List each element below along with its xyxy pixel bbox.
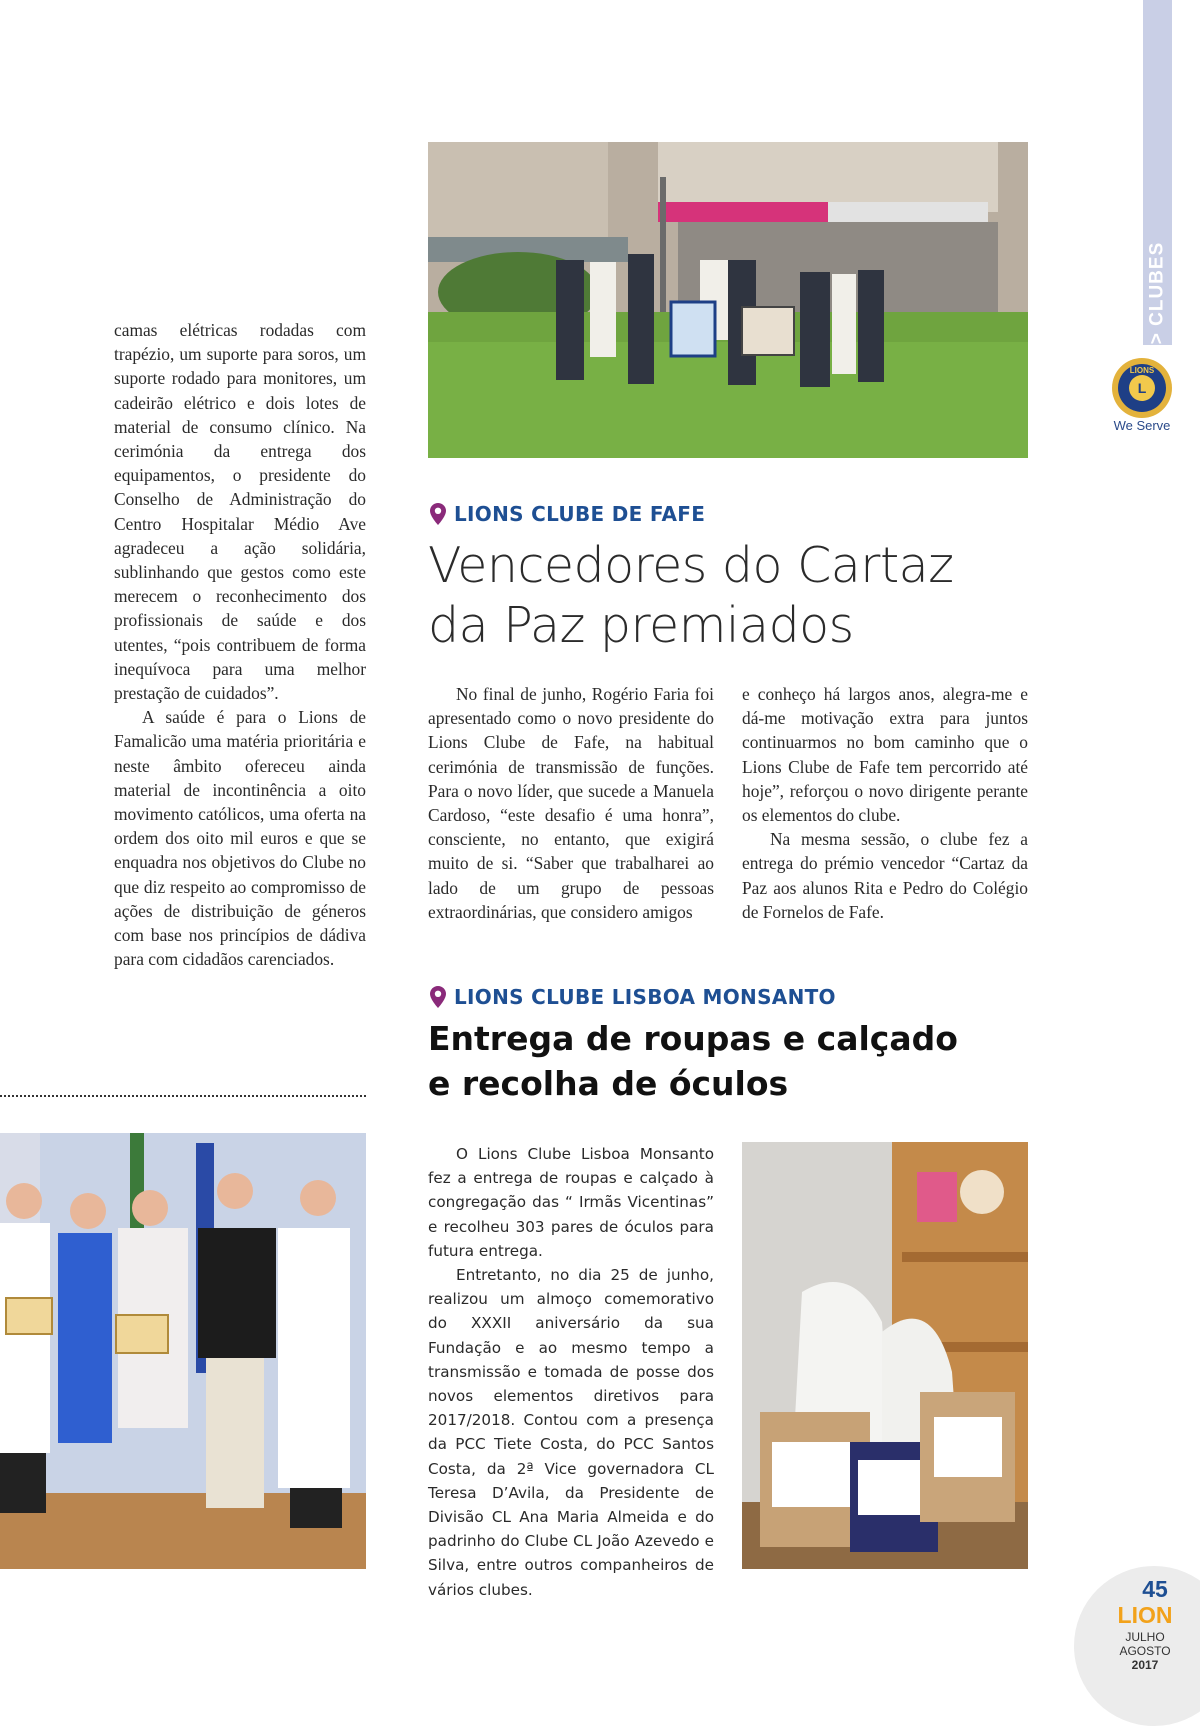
paragraph: No final de junho, Rogério Faria foi apresentado como o novo presidente do Lions Clube de Fafe, na habitual cerimónia de transmissão de funções. Para o novo líder, que sucede a Manuela Cardoso, “este desafio é uma honra”, consciente, no entanto, que exigirá muito de si. “Saber que trabalharei ao lado de um grupo de pessoas extraordinárias, que considero amigos bbox=[428, 684, 714, 922]
paragraph: Na mesma sessão, o clube fez a entrega do prémio vencedor “Cartaz da Paz aos alunos Rita e Pedro do Colégio de Fornelos de Fafe. bbox=[742, 829, 1028, 922]
dotted-separator bbox=[0, 1095, 366, 1097]
fafe-article-col2 bbox=[742, 682, 1028, 924]
page-number: 45 bbox=[1142, 1576, 1168, 1602]
famalicao-group-photo bbox=[0, 1133, 366, 1569]
fafe-article-col1 bbox=[428, 682, 714, 924]
paragraph: Entretanto, no dia 25 de junho, realizou um almoço comemorativo do XXXII aniversário da sua Fundação e ao mesmo tempo a transmissão e tomada de posse dos novos elementos diretivos para 2017/2018. Contou com a presença da PCC Tiete Costa, do PCC Santos Costa, da 2ª Vice governadora CL Teresa D’Avila, da Presidente de Divisão CL Ana Maria Almeida e do padrinho do Clube CL João Azevedo e Silva, entre outros companheiros de vários clubes. bbox=[428, 1266, 714, 1599]
kicker-label: LIONS CLUBE DE FAFE bbox=[454, 502, 706, 526]
issue-month: JULHO bbox=[1125, 1630, 1165, 1644]
magazine-name: LION bbox=[1117, 1602, 1173, 1628]
svg-text:LIONS: LIONS bbox=[1129, 366, 1155, 375]
fafe-group-photo bbox=[428, 142, 1028, 458]
location-pin-icon bbox=[430, 986, 446, 1008]
paragraph: A saúde é para o Lions de Famalicão uma matéria prioritária e neste âmbito ofereceu ainda material de incontinência a oito movimento católicos, uma oferta na ordem dos oito mil euros e que se enquadra nos objetivos do Clube no que diz respeito ao compromisso de ações de distribuição de géneros com base nos princípios de dádiva para com cidadãos carenciados. bbox=[114, 707, 366, 970]
fafe-section-kicker bbox=[430, 502, 705, 526]
famalicao-article-text bbox=[114, 318, 366, 971]
donation-bags-photo bbox=[742, 1142, 1028, 1569]
paragraph: e conheço há largos anos, alegra-me e dá-me motivação extra para juntos continuarmos no bom caminho que o Lions Clube de Fafe tem percorrido até hoje”, reforçou o novo dirigente perante os elementos do clube. bbox=[742, 684, 1028, 826]
fafe-headline: Vencedores do Cartaz da Paz premiados bbox=[428, 537, 954, 654]
issue-month: AGOSTO bbox=[1119, 1644, 1171, 1658]
monsanto-section-kicker bbox=[430, 985, 836, 1009]
paragraph: camas elétricas rodadas com trapézio, um suporte para soros, um suporte rodado para monitores, um cadeirão elétrico e dois lotes de material de consumo clínico. Na cerimónia da entrega dos equipamentos, o presidente do Conselho de Administração do Centro Hospitalar Médio Ave agradeceu a ação solidária, sublinhando que gestos como este merecem o reconhecimento dos profissionais de saúde e dos utentes, “pois contribuem de forma inequívoca para uma melhor prestação de cuidados”. bbox=[114, 320, 366, 704]
location-pin-icon bbox=[430, 503, 446, 525]
paragraph: O Lions Clube Lisboa Monsanto fez a entrega de roupas e calçado à congregação das “ Irmãs Vicentinas” e recolheu 303 pares de óculos para futura entrega. bbox=[428, 1145, 714, 1260]
kicker-label: LIONS CLUBE LISBOA MONSANTO bbox=[454, 985, 836, 1009]
section-tab-label: > CLUBES bbox=[1146, 241, 1168, 344]
monsanto-headline: Entrega de roupas e calçado e recolha de óculos bbox=[428, 1019, 958, 1103]
lions-emblem-icon bbox=[1110, 356, 1174, 420]
monsanto-article-text bbox=[428, 1142, 714, 1602]
tagline: We Serve bbox=[1113, 418, 1171, 433]
issue-year: 2017 bbox=[1131, 1658, 1159, 1672]
svg-text:L: L bbox=[1137, 380, 1147, 396]
